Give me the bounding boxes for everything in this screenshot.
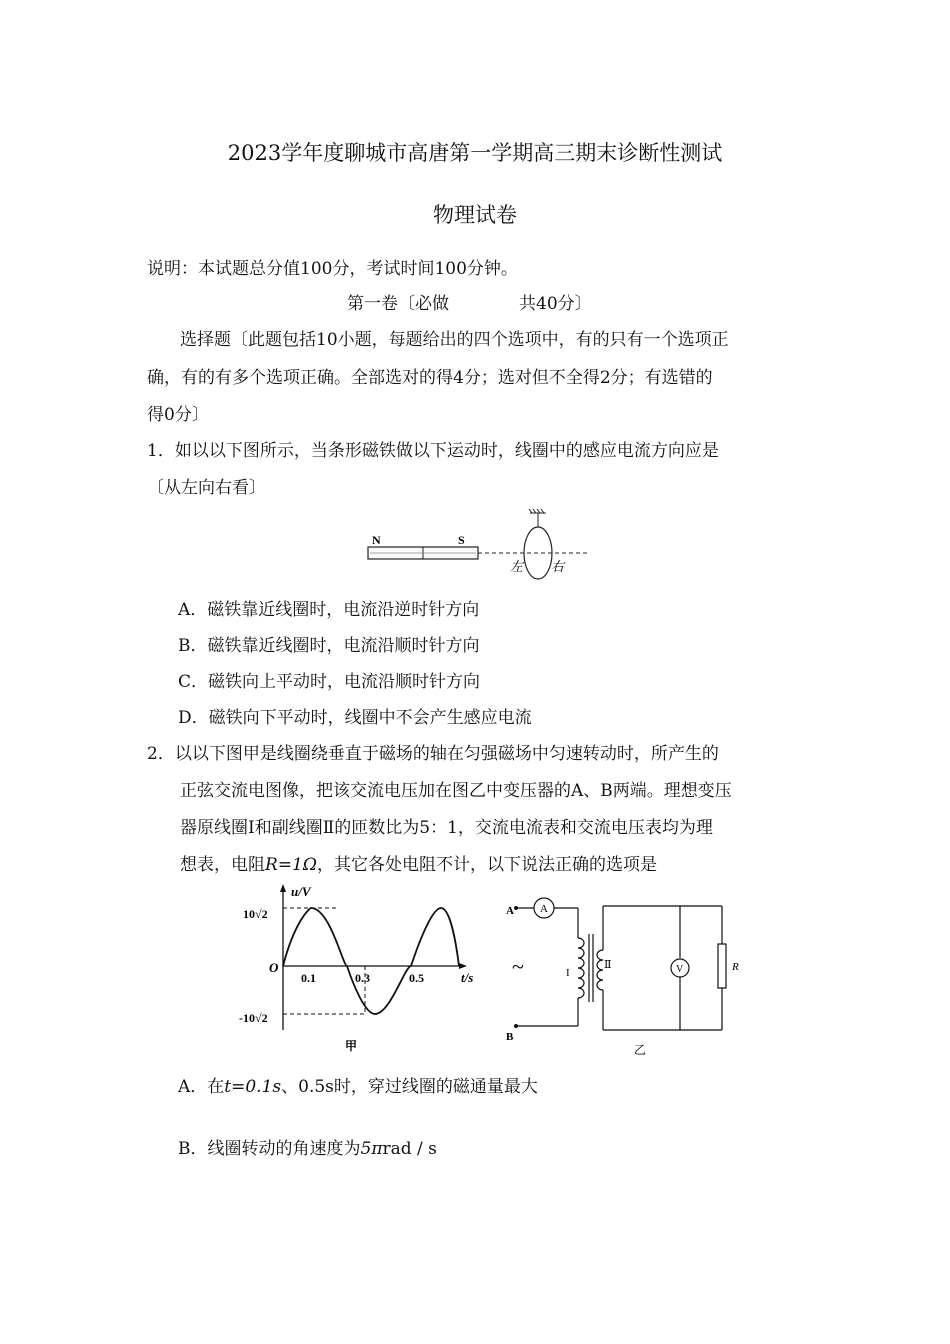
tick-0.3: 0.3 [355,971,370,985]
secondary-label: Ⅱ [604,959,612,971]
u-min-label: -10√2 [239,1011,268,1025]
primary-coil [578,938,584,998]
page-title: 2023学年度聊城市高唐第一学期高三期末诊断性测试 [227,141,723,165]
question-1-line-2: 〔从左向右看〕 [147,478,266,498]
primary-label: I [566,967,570,979]
question-2-line-4-start: 想表，电阻 [180,855,265,875]
question-2-option-a-start: A．在 [178,1077,225,1097]
question-2-line-4 [180,850,657,875]
graph-caption: 甲 [345,1039,358,1053]
angular-velocity-formula: 5π [360,1139,383,1159]
ceiling-hatch [529,509,546,513]
question-1-option-d: D．磁铁向下平动时，线圈中不会产生感应电流 [178,708,532,728]
question-2-option-a-end: 、0.5s时，穿过线圈的磁通量最大 [281,1077,538,1097]
tick-0.5: 0.5 [409,971,424,985]
question-2-option-a [178,1072,538,1097]
magnet-coil-figure [360,505,595,585]
origin-label: O [269,960,279,975]
u-axis-arrow [280,884,286,892]
instruction-line-2: 确，有的有多个选项正确。全部选对的得4分；选对但不全得2分；有选错的 [147,368,713,388]
u-max-label: 10√2 [243,907,268,921]
question-1-line-1: 1．如以以下图所示，当条形磁铁做以下运动时，线圈中的感应电流方向应是 [147,441,719,461]
tick-0.1: 0.1 [301,971,316,985]
coil-right-label: 右 [551,559,565,574]
question-2-option-b-end: rad / s [382,1139,437,1159]
u-axis-label: u/V [291,884,311,899]
circuit-caption: 乙 [634,1043,647,1057]
section-heading-right: 共40分〕 [519,294,592,314]
voltage-time-graph [235,880,490,1055]
exam-note: 说明：本试题总分值100分，考试时间100分钟。 [147,259,518,279]
question-2-option-b-start: B．线圈转动的角速度为 [178,1139,361,1159]
north-pole-label: N [372,533,381,547]
voltage-sine-curve [283,908,459,1014]
resistor [718,944,726,988]
section-heading-left: 第一卷〔必做 [347,294,449,314]
question-1-option-b: B．磁铁靠近线圈时，电流沿顺时针方向 [178,636,480,656]
coil-left-label: 左 [510,559,524,574]
instruction-line-1: 选择题〔此题包括10小题，每题给出的四个选项中，有的只有一个选项正 [180,330,729,350]
question-2-line-3: 器原线圈Ⅰ和副线圈Ⅱ的匝数比为5：1，交流电流表和交流电压表均为理 [180,818,713,838]
instruction-line-3: 得0分〕 [147,405,209,425]
question-2-line-2: 正弦交流电图像，把该交流电压加在图乙中变压器的A、B两端。理想变压 [180,781,732,801]
terminal-b-label: B [506,1031,514,1043]
page-subtitle: 物理试卷 [433,203,517,227]
voltmeter-label: V [676,964,684,975]
resistor-label: R [732,961,739,973]
question-1-option-c: C．磁铁向上平动时，电流沿顺时针方向 [178,672,481,692]
t-axis-label: t/s [461,970,474,985]
transformer-circuit [500,890,760,1060]
ammeter-label: A [540,903,548,915]
question-1-option-a: A．磁铁靠近线圈时，电流沿逆时针方向 [178,600,480,620]
question-2-line-4-end: ，其它各处电阻不计，以下说法正确的选项是 [316,855,657,875]
question-2-line-1: 2．以以下图甲是线圈绕垂直于磁场的轴在匀强磁场中匀速转动时，所产生的 [147,744,719,764]
ac-source-symbol: ~ [512,954,524,979]
question-2-option-b [178,1134,437,1159]
time-formula: t=0.1s [224,1077,282,1097]
secondary-coil [597,950,603,990]
terminal-a-label: A [506,905,514,917]
south-pole-label: S [458,533,465,547]
resistance-formula: R=1Ω [265,855,317,875]
t-axis-arrow [459,963,467,969]
